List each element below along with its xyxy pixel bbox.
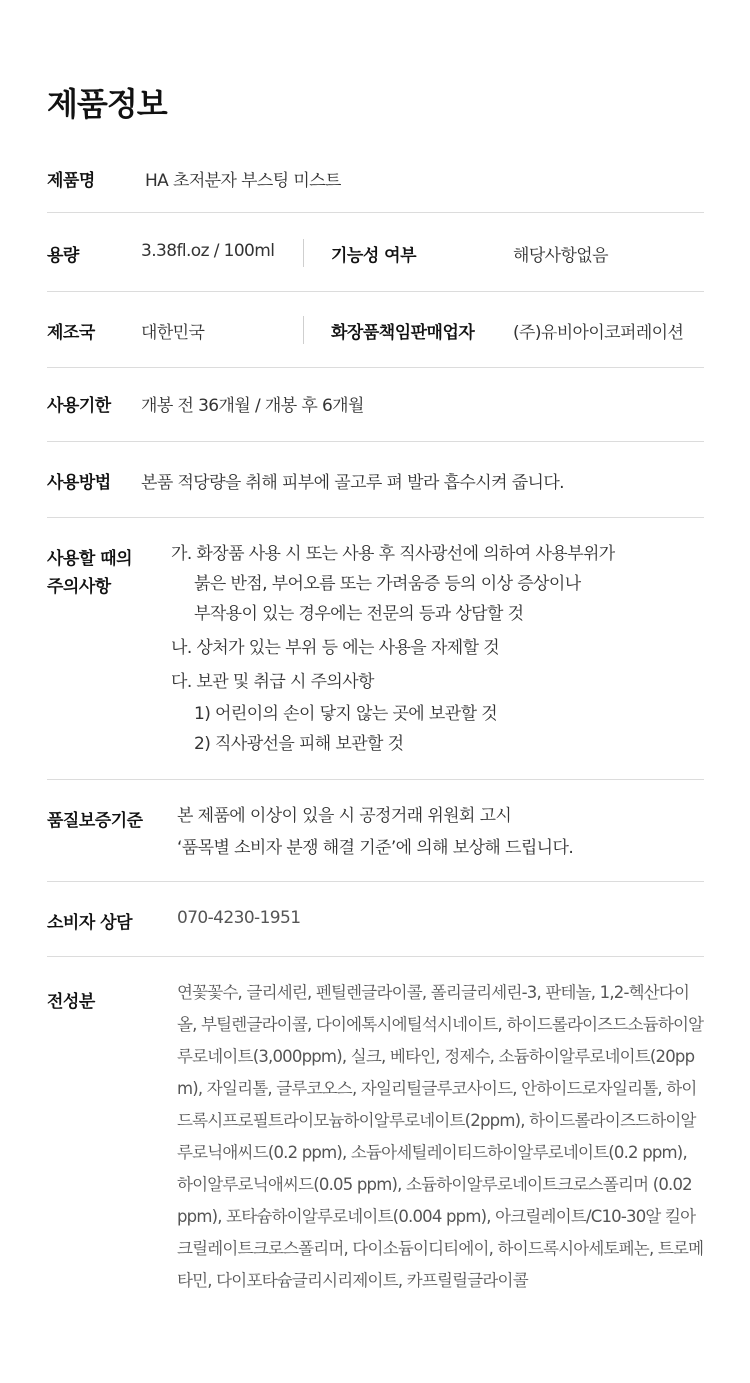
caution-list xyxy=(171,539,615,759)
caution-item: 붉은 반점, 부어오름 또는 가려움증 등의 이상 증상이나 xyxy=(194,574,581,594)
label-seller: 화장품책임판매업자 xyxy=(331,323,475,343)
column-divider xyxy=(303,316,304,344)
row-volume xyxy=(47,213,704,292)
label-expiry: 사용기한 xyxy=(47,396,111,416)
row-country xyxy=(47,292,704,368)
ingredients-text: 연꽃꽃수, 글리세린, 펜틸렌글라이콜, 폴리글리세린-3, 판테놀, 1,2-헥산다이올, 부틸렌글라이콜, 다이에톡시에틸석시네이트, 하이드롤라이즈드소듐하이알루로네이트(3,000ppm), 실크, 베타인, 정제수, 소듐하이알루로네이트(20ppm), 자일리톨, 글루코오스, 자일리틸글루코사이드, 안하이드로자일리톨, 하이드록시프로필트라이모늄하이알루로네이트(2ppm), 하이드롤라이즈드하이알루로닉애씨드(0.2 ppm), 소듐아세틸레이티드하이알루로네이트(0.2 ppm), 하이알루로닉애씨드(0.05 ppm), 소듐하이알루로네이트크로스폴리머 (0.02 ppm), 포타슘하이알루로네이트(0.004 ppm), 아크릴레이트/C10-30알 킬아크릴레이트크로스폴리머, 다이소듐이디티에이, 하이드록시아세토페논, 트로메타민, 다이포타슘글리시리제이트, 카프릴릴글라이콜 xyxy=(177,983,704,1290)
row-usage xyxy=(47,442,704,518)
label-caution-line2: 주의사항 xyxy=(47,577,111,597)
value-country: 대한민국 xyxy=(141,323,205,343)
value-expiry: 개봉 전 36개월 / 개봉 후 6개월 xyxy=(141,396,364,416)
caution-item: 가. 화장품 사용 시 또는 사용 후 직사광선에 의하여 사용부위가 xyxy=(171,544,615,564)
label-caution-line1: 사용할 때의 xyxy=(47,549,133,569)
row-caution xyxy=(47,518,704,780)
quality-line: 본 제품에 이상이 있을 시 공정거래 위원회 고시 xyxy=(177,806,512,826)
page-title: 제품정보 xyxy=(47,85,167,123)
row-expiry xyxy=(47,368,704,442)
column-divider xyxy=(303,239,304,267)
value-usage: 본품 적당량을 취해 피부에 골고루 펴 발라 흡수시켜 줍니다. xyxy=(141,473,564,493)
row-product-name xyxy=(47,140,704,213)
caution-item: 나. 상처가 있는 부위 등 에는 사용을 자제할 것 xyxy=(171,638,500,658)
value-volume: 3.38fl.oz / 100ml xyxy=(141,241,275,261)
caution-item: 다. 보관 및 취급 시 주의사항 xyxy=(171,672,374,692)
label-product-name: 제품명 xyxy=(47,171,95,191)
quality-line: ‘품목별 소비자 분쟁 해결 기준’에 의해 보상해 드립니다. xyxy=(177,838,574,858)
row-ingredients xyxy=(47,957,704,1337)
label-ingredients: 전성분 xyxy=(47,992,95,1012)
label-volume: 용량 xyxy=(47,246,79,266)
caution-item: 1) 어린이의 손이 닿지 않는 곳에 보관할 것 xyxy=(194,704,498,724)
label-country: 제조국 xyxy=(47,323,95,343)
label-quality: 품질보증기준 xyxy=(47,811,143,831)
row-quality xyxy=(47,780,704,882)
label-consult: 소비자 상담 xyxy=(47,913,133,933)
value-product-name: HA 초저분자 부스팅 미스트 xyxy=(145,171,341,191)
caution-item: 2) 직사광선을 피해 보관할 것 xyxy=(194,734,404,754)
value-functional: 해당사항없음 xyxy=(513,246,608,266)
label-usage: 사용방법 xyxy=(47,473,111,493)
quality-text xyxy=(177,800,573,864)
label-functional: 기능성 여부 xyxy=(331,246,417,266)
value-consult: 070-4230-1951 xyxy=(177,908,301,928)
caution-item: 부작용이 있는 경우에는 전문의 등과 상담할 것 xyxy=(194,604,524,624)
row-consult xyxy=(47,882,704,957)
value-seller: (주)유비아이코퍼레이션 xyxy=(513,323,684,343)
